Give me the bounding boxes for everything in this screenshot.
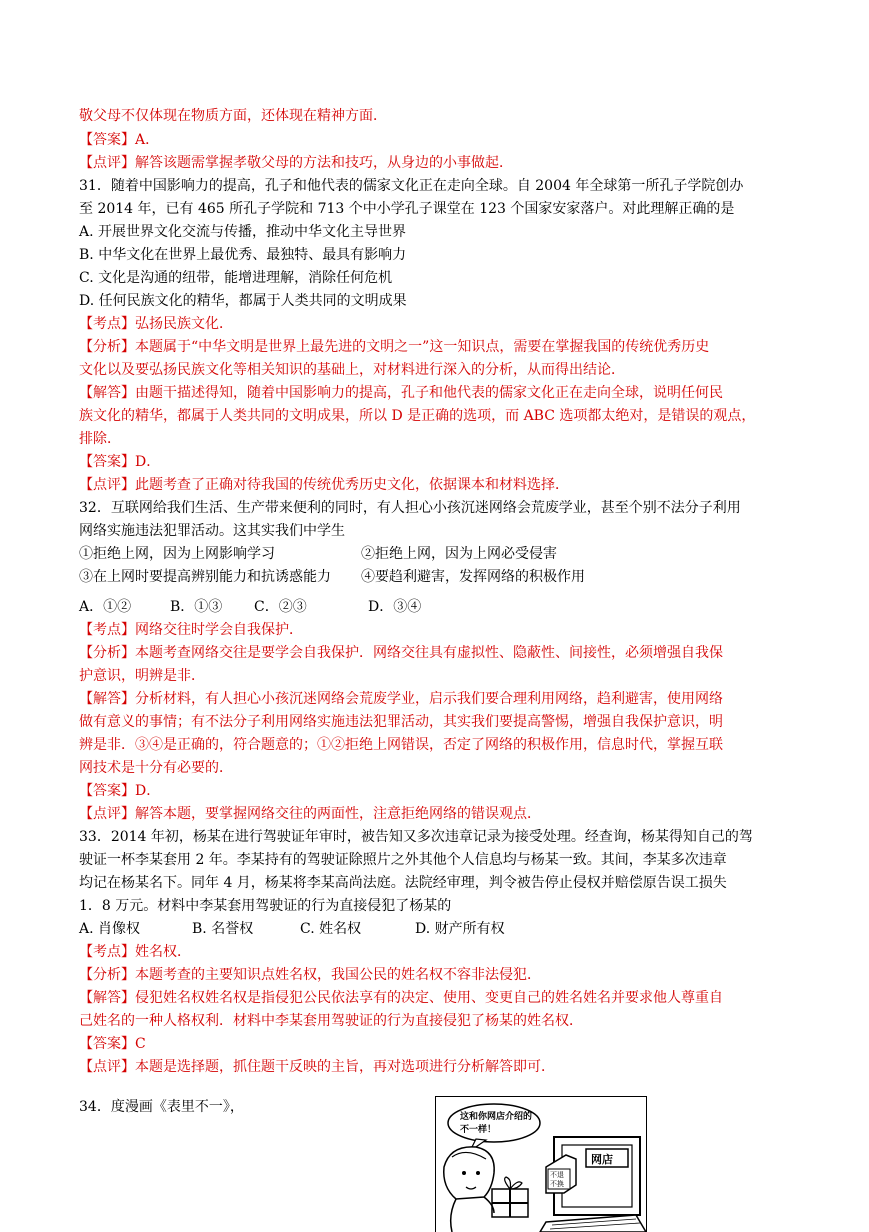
speech-bubble-line-1: 这和你网店介绍的 bbox=[460, 1112, 533, 1122]
comment-label: 【点评】 bbox=[79, 806, 135, 822]
q31-point bbox=[79, 314, 799, 334]
q33-stem-line-2: 驶证一杯李某套用 2 年。李某持有的驾驶证除照片之外其他个人信息均与杨某一致。其间，李某多次违章 bbox=[79, 852, 727, 868]
answer-value: A． bbox=[135, 132, 160, 148]
comment-text: 解答该题需掌握孝敬父母的方法和技巧，从身边的小事做起． bbox=[135, 155, 513, 171]
comment-text: 解答本题，要掌握网络交往的两面性，注意拒绝网络的错误观点． bbox=[135, 806, 541, 822]
cartoon-image bbox=[435, 1096, 647, 1232]
q32-choice-c: C．②③ bbox=[254, 599, 307, 615]
point-text: 姓名权． bbox=[135, 944, 191, 960]
q32-analysis-line-2: 护意识，明辨是非． bbox=[79, 668, 205, 684]
q33-answer bbox=[79, 1034, 799, 1054]
q32-stem-line-2: 网络实施违法犯罪活动。这其实我们中学生 bbox=[79, 523, 345, 539]
point-label: 【考点】 bbox=[79, 622, 135, 638]
answer-value: D． bbox=[135, 454, 161, 470]
answer-label: 【答案】 bbox=[79, 783, 135, 799]
q31-solution-line-1 bbox=[79, 383, 799, 403]
q30-text-tail: 敬父母不仅体现在物质方面，还体现在精神方面． bbox=[79, 108, 387, 124]
q30-comment bbox=[79, 153, 799, 173]
q31-comment bbox=[79, 475, 799, 495]
q33-point bbox=[79, 942, 799, 962]
point-label: 【考点】 bbox=[79, 944, 135, 960]
q32-stem-line-1: 32．互联网给我们生活、生产带来便利的同时，有人担心小孩沉迷网络会荒废学业，甚至个别不法分子利用 bbox=[79, 500, 741, 516]
q33-stem-line-4: 1．8 万元。材料中李某套用驾驶证的行为直接侵犯了杨某的 bbox=[79, 898, 452, 914]
q31-option-d: D. 任何民族文化的精华，都属于人类共同的文明成果 bbox=[79, 293, 407, 309]
point-label: 【考点】 bbox=[79, 316, 135, 332]
analysis-label: 【分析】 bbox=[79, 645, 135, 661]
answer-label: 【答案】 bbox=[79, 132, 135, 148]
analysis-text: 本题属于“中华文明是世界上最先进的文明之一”这一知识点，需要在掌握我国的传统优秀历史 bbox=[135, 339, 710, 355]
q31-option-a: A. 开展世界文化交流与传播，推动中华文化主导世界 bbox=[79, 224, 407, 240]
analysis-label: 【分析】 bbox=[79, 967, 135, 983]
answer-value: D． bbox=[135, 783, 161, 799]
analysis-label: 【分析】 bbox=[79, 339, 135, 355]
q33-solution-line-2: 己姓名的一种人格权利．材料中李某套用驾驶证的行为直接侵犯了杨某的姓名权． bbox=[79, 1013, 583, 1029]
q33-choice-d: D. 财产所有权 bbox=[415, 921, 505, 937]
q32-solution-line-2: 做有意义的事情；有不法分子利用网络实施违法犯罪活动，其实我们要提高警惕，增强自我保护意识，明 bbox=[79, 714, 723, 730]
q32-solution-line-1 bbox=[79, 689, 799, 709]
q33-choice-b: B. 名誉权 bbox=[192, 921, 254, 937]
hand-note-line-2: 不换 bbox=[550, 1180, 564, 1188]
solution-label: 【解答】 bbox=[79, 385, 135, 401]
point-text: 弘扬民族文化． bbox=[135, 316, 233, 332]
solution-label: 【解答】 bbox=[79, 691, 135, 707]
q31-stem-line-1: 31．随着中国影响力的提高，孔子和他代表的儒家文化正在走向全球。自 2004 年全球第一所孔子学院创办 bbox=[79, 178, 744, 194]
q33-choice-c: C. 姓名权 bbox=[300, 921, 362, 937]
q31-solution-line-3: 排除． bbox=[79, 431, 121, 447]
q32-choice-a: A．①② bbox=[79, 599, 132, 615]
q34-stem: 34．度漫画《表里不一》， bbox=[79, 1099, 244, 1115]
q32-point bbox=[79, 620, 799, 640]
comment-label: 【点评】 bbox=[79, 155, 135, 171]
q31-option-b: B. 中华文化在世界上最优秀、最独特、最具有影响力 bbox=[79, 247, 407, 263]
q32-analysis-line-1 bbox=[79, 643, 799, 663]
q32-item-1: ①拒绝上网，因为上网影响学习 bbox=[79, 546, 275, 562]
q33-solution-line-1 bbox=[79, 988, 799, 1008]
q32-solution-line-3: 辨是非．③④是正确的，符合题意的；①②拒绝上网错误，否定了网络的积极作用，信息时代，掌握互联 bbox=[79, 737, 723, 753]
q31-stem-line-2: 至 2014 年，已有 465 所孔子学院和 713 个中小学孔子课堂在 123 个国家安家落户。对此理解正确的是 bbox=[79, 201, 735, 217]
q32-comment bbox=[79, 804, 799, 824]
q31-analysis-line-2: 文化以及要弘扬民族文化等相关知识的基础上，对材料进行深入的分析，从而得出结论． bbox=[79, 362, 625, 378]
comment-text: 此题考查了正确对待我国的传统优秀历史文化，依据课本和材料选择． bbox=[135, 477, 569, 493]
q31-analysis-line-1 bbox=[79, 337, 799, 357]
q32-item-2: ②拒绝上网，因为上网必受侵害 bbox=[361, 546, 557, 562]
q32-choice-b: B．①③ bbox=[170, 599, 223, 615]
q31-option-c: C. 文化是沟通的纽带，能增进理解，消除任何危机 bbox=[79, 270, 393, 286]
solution-text: 由题干描述得知，随着中国影响力的提高，孔子和他代表的儒家文化正在走向全球，说明任何民 bbox=[135, 385, 723, 401]
q33-stem-line-3: 均记在杨某名下。同年 4 月，杨某将李某高尚法庭。法院经审理，判令被告停止侵权并赔偿原告误工损失 bbox=[79, 875, 727, 891]
speech-bubble-line-2: 不一样！ bbox=[460, 1125, 497, 1135]
solution-text: 侵犯姓名权姓名权是指侵犯公民依法享有的决定、使用、变更自己的姓名姓名并要求他人尊重自 bbox=[135, 990, 723, 1006]
q30-answer bbox=[79, 130, 799, 150]
hand-note-line-1: 不退 bbox=[550, 1171, 564, 1179]
answer-value: C bbox=[135, 1036, 146, 1052]
q32-item-4: ④要趋利避害，发挥网络的积极作用 bbox=[361, 569, 585, 585]
q31-solution-line-2: 族文化的精华，都属于人类共同的文明成果，所以 D 是正确的选项，而 ABC 选项都太绝对，是错误的观点， bbox=[79, 408, 756, 424]
point-text: 网络交往时学会自我保护． bbox=[135, 622, 303, 638]
solution-label: 【解答】 bbox=[79, 990, 135, 1006]
q33-choice-a: A. 肖像权 bbox=[79, 921, 141, 937]
q33-comment bbox=[79, 1057, 799, 1077]
answer-label: 【答案】 bbox=[79, 454, 135, 470]
q33-analysis bbox=[79, 965, 799, 985]
q33-stem-line-1: 33．2014 年初，杨某在进行驾驶证年审时，被告知又多次违章记录为接受处理。经查询，杨某得知自己的驾 bbox=[79, 829, 753, 845]
analysis-text: 本题考查的主要知识点姓名权，我国公民的姓名权不容非法侵犯． bbox=[135, 967, 541, 983]
q32-solution-line-4: 网技术是十分有必要的． bbox=[79, 760, 233, 776]
comment-text: 本题是选择题，抓住题干反映的主旨，再对选项进行分析解答即可． bbox=[135, 1059, 555, 1075]
q32-item-3: ③在上网时要提高辨别能力和抗诱惑能力 bbox=[79, 569, 331, 585]
q32-choice-d: D．③④ bbox=[368, 599, 422, 615]
solution-text: 分析材料，有人担心小孩沉迷网络会荒废学业，启示我们要合理利用网络，趋利避害，使用网络 bbox=[135, 691, 723, 707]
answer-label: 【答案】 bbox=[79, 1036, 135, 1052]
comment-label: 【点评】 bbox=[79, 477, 135, 493]
comment-label: 【点评】 bbox=[79, 1059, 135, 1075]
analysis-text: 本题考查网络交往是要学会自我保护．网络交往具有虚拟性、隐蔽性、间接性，必须增强自我保 bbox=[135, 645, 723, 661]
q31-answer bbox=[79, 452, 799, 472]
shop-sign: 网店 bbox=[591, 1153, 613, 1166]
q32-answer bbox=[79, 781, 799, 801]
